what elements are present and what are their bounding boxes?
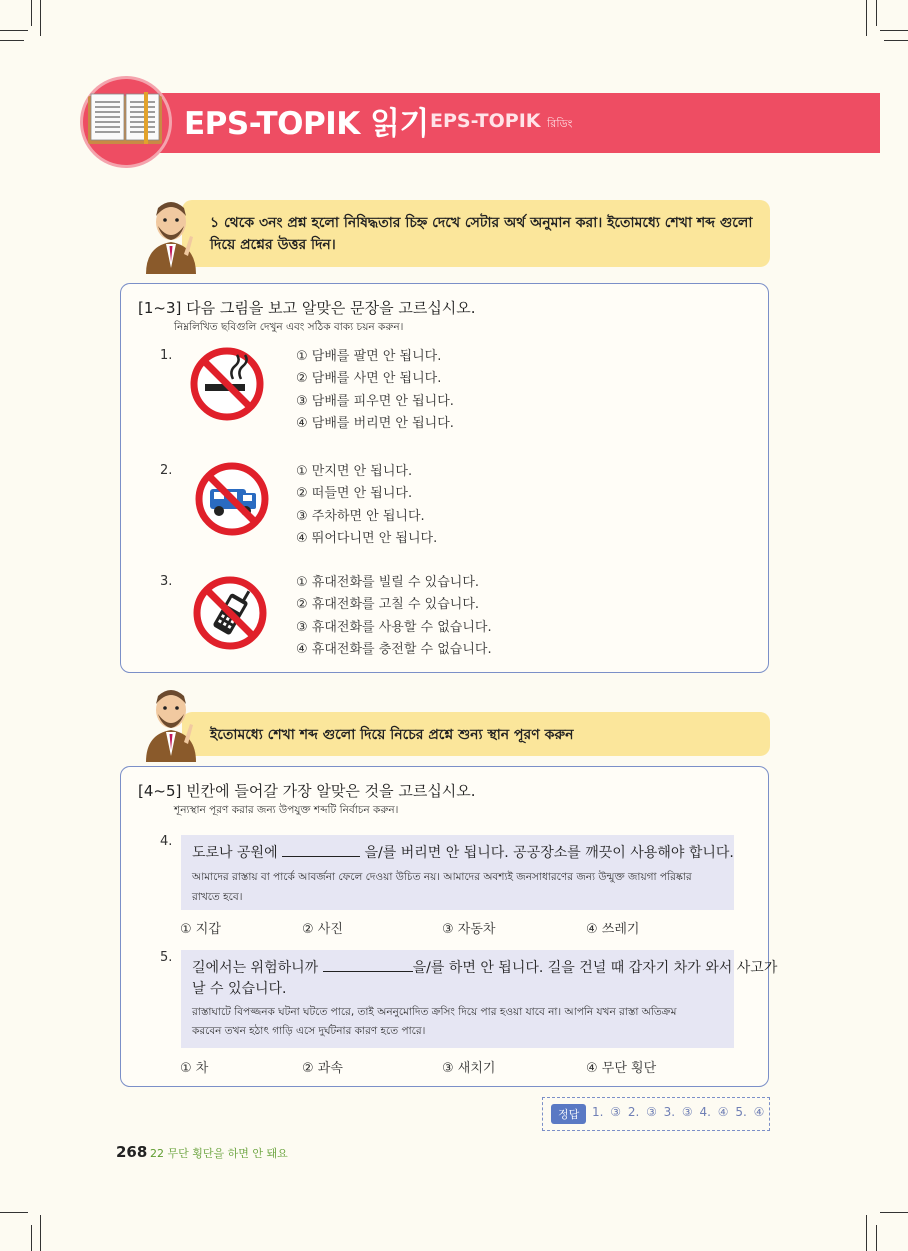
passage-text: 을/를 하면 안 됩니다. 길을 건널 때 갑자기 차가 와서 사고가 xyxy=(412,960,778,976)
crop-mark xyxy=(866,1215,867,1251)
crop-mark xyxy=(31,1225,32,1251)
instruction-line: দিয়ে প্রশ্নের উত্তর দিন। xyxy=(210,237,336,253)
crop-mark xyxy=(876,0,877,26)
instruction-line: ১ থেকে ৩নং প্রশ্ন হলো নিষিদ্ধতার চিহ্ন দেখে সেটার অর্থ অনুমান করা। ইতোমধ্যে শেখা শব্দ গুলো xyxy=(210,215,753,231)
instruction-line: ইতোমধ্যে শেখা শব্দ গুলো দিয়ে নিচের প্রশ্নে শুন্য স্থান পূরণ করুন xyxy=(210,727,574,743)
answer-option[interactable]: ① 담배를 팔면 안 됩니다. xyxy=(296,349,442,364)
question-number: 3. xyxy=(160,574,173,589)
question-number: 2. xyxy=(160,463,173,478)
teacher-icon xyxy=(140,684,202,762)
teacher-icon xyxy=(140,196,202,274)
section-heading: [1~3] 다음 그림을 보고 알맞은 문장을 고르십시오. xyxy=(138,299,476,317)
answer-option[interactable]: ① 휴대전화를 빌릴 수 있습니다. xyxy=(296,575,480,590)
answer-choice[interactable]: ② 과속 xyxy=(302,1061,343,1076)
crop-mark xyxy=(866,0,867,36)
answer-choice[interactable]: ③ 새치기 xyxy=(442,1061,496,1076)
passage-bengali: রাখতে হবে। xyxy=(192,891,243,903)
passage-bengali: করবেন তখন হঠাৎ গাড়ি এসে দুর্ঘটনার কারণ হতে পারে। xyxy=(192,1025,426,1037)
passage-korean xyxy=(192,957,777,979)
crop-mark xyxy=(0,30,28,31)
answer-choice[interactable]: ④ 쓰레기 xyxy=(586,922,640,937)
passage-bengali: আমাদের রাস্তায় বা পার্কে আবর্জনা ফেলে দেওয়া উচিত নয়। আমাদের অবশ্যই জনসাধারণের জন্য উন্মুক্ত জায়গা পরিষ্কার xyxy=(192,871,692,883)
crop-mark xyxy=(880,30,908,31)
no-phone-sign-icon xyxy=(192,575,268,651)
blank-line xyxy=(282,843,360,857)
answer-option[interactable]: ③ 주차하면 안 됩니다. xyxy=(296,509,425,524)
crop-mark xyxy=(40,1215,41,1251)
section-subheading: নিম্নলিখিত ছবিগুলি দেখুন এবং সঠিক বাক্য চয়ন করুন। xyxy=(174,321,404,333)
crop-mark xyxy=(0,40,24,41)
answer-option[interactable]: ④ 담배를 버리면 안 됩니다. xyxy=(296,416,454,431)
answer-key-list: 1. ③ 2. ③ 3. ③ 4. ④ 5. ④ xyxy=(592,1105,765,1119)
subtitle-text: EPS-TOPIK xyxy=(430,110,541,132)
subtitle-small: রিডিং xyxy=(547,117,573,130)
answer-key-label: 정답 xyxy=(551,1104,586,1124)
answer-option[interactable]: ② 담배를 사면 안 됩니다. xyxy=(296,371,442,386)
answer-option[interactable]: ② 떠들면 안 됩니다. xyxy=(296,486,413,501)
question-number: 1. xyxy=(160,348,173,363)
page-number: 268 xyxy=(116,1143,148,1161)
answer-choice[interactable]: ① 지갑 xyxy=(180,922,221,937)
page-subtitle xyxy=(430,110,572,134)
passage-text: 도로나 공원에 xyxy=(192,845,283,861)
answer-option[interactable]: ④ 휴대전화를 충전할 수 없습니다. xyxy=(296,642,492,657)
crop-mark xyxy=(40,0,41,36)
blank-line xyxy=(323,958,413,972)
answer-option[interactable]: ③ 휴대전화를 사용할 수 없습니다. xyxy=(296,620,492,635)
answer-option[interactable]: ③ 담배를 피우면 안 됩니다. xyxy=(296,394,454,409)
answer-choice[interactable]: ① 차 xyxy=(180,1061,209,1076)
passage-korean: 날 수 있습니다. xyxy=(192,981,287,997)
passage-korean xyxy=(192,842,734,864)
open-book-icon xyxy=(86,90,164,148)
no-smoking-sign-icon xyxy=(189,346,265,422)
crop-mark xyxy=(884,40,908,41)
crop-mark xyxy=(876,1225,877,1251)
question-number: 4. xyxy=(160,834,173,849)
passage-bengali: রাস্তাঘাটে বিপজ্জনক ঘটনা ঘটতে পারে, তাই অননুমোদিত ক্রসিং দিয়ে পার হওয়া যাবে না। আপনি যখন রাস্তা অতিক্রম xyxy=(192,1006,677,1018)
crop-mark xyxy=(880,1212,908,1213)
page-title: EPS-TOPIK 읽기 xyxy=(184,106,429,142)
section-subheading: শূন্যস্থান পূরণ করার জন্য উপযুক্ত শব্দটি নির্বাচন করুন। xyxy=(174,804,399,816)
no-parking-sign-icon xyxy=(194,461,270,537)
answer-option[interactable]: ② 휴대전화를 고칠 수 있습니다. xyxy=(296,597,480,612)
answer-option[interactable]: ④ 뛰어다니면 안 됩니다. xyxy=(296,531,438,546)
section-heading: [4~5] 빈칸에 들어갈 가장 알맞은 것을 고르십시오. xyxy=(138,782,476,800)
answer-option[interactable]: ① 만지면 안 됩니다. xyxy=(296,464,413,479)
chapter-title: 22 무단 횡단을 하면 안 돼요 xyxy=(150,1147,288,1160)
answer-choice[interactable]: ③ 자동차 xyxy=(442,922,496,937)
crop-mark xyxy=(31,0,32,26)
crop-mark xyxy=(0,1212,28,1213)
answer-choice[interactable]: ④ 무단 횡단 xyxy=(586,1061,657,1076)
question-number: 5. xyxy=(160,950,173,965)
answer-choice[interactable]: ② 사진 xyxy=(302,922,343,937)
passage-text: 을/를 버리면 안 됩니다. 공공장소를 깨끗이 사용해야 합니다. xyxy=(360,845,734,861)
passage-text: 길에서는 위험하니까 xyxy=(192,960,323,976)
